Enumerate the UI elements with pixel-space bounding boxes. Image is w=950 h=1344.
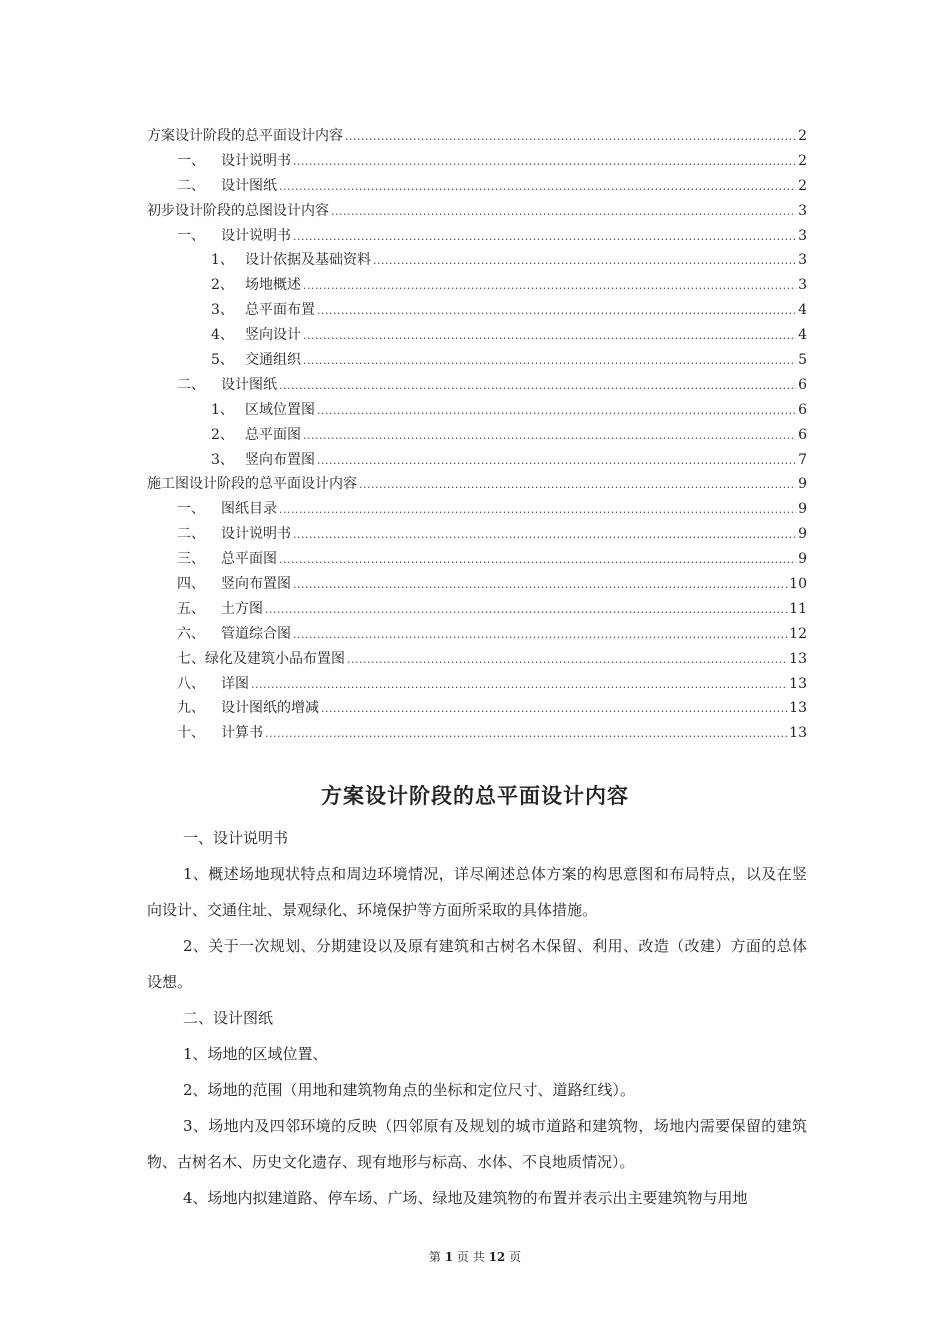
toc-entry[interactable] [147, 323, 807, 348]
toc-leader-dots [279, 548, 796, 573]
toc-entry-page: 2 [798, 177, 807, 194]
body-paragraph: 4、场地内拟建道路、停车场、广场、绿地及建筑物的布置并表示出主要建筑物与用地 [183, 1189, 748, 1207]
toc-entry-page: 12 [789, 625, 807, 642]
toc-entry-number: 六、 [177, 625, 205, 642]
toc-entry[interactable] [147, 373, 807, 398]
toc-entry-page: 3 [798, 277, 807, 294]
toc-entry-page: 6 [798, 426, 807, 443]
toc-leader-dots [321, 697, 787, 722]
toc-entry-number: 二、 [177, 177, 205, 194]
toc-leader-dots [359, 473, 796, 498]
footer-current-page: 1 [444, 1250, 454, 1264]
page-footer [0, 1248, 950, 1265]
toc-entry[interactable] [147, 472, 807, 497]
toc-entry[interactable] [147, 248, 807, 273]
toc-entry[interactable] [147, 547, 807, 572]
toc-entry[interactable] [147, 622, 807, 647]
toc-entry-number: 一、 [177, 152, 205, 169]
toc-entry-number: 五、 [177, 600, 205, 617]
toc-entry-number: 十、 [177, 725, 205, 742]
body-paragraph: 3、场地内及四邻环境的反映（四邻原有及规划的城市道路和建筑物，场地内需要保留的建筑物、古树名木、历史文化遗存、现有地形与标高、水体、不良地质情况）。 [147, 1117, 807, 1171]
toc-leader-dots [331, 200, 796, 225]
toc-entry-page: 3 [798, 252, 807, 269]
toc-entry-number: 二、 [177, 526, 205, 543]
footer-prefix: 第 [428, 1250, 441, 1264]
toc-entry-title: 区域位置图 [245, 401, 315, 418]
toc-entry-page: 3 [798, 227, 807, 244]
toc-entry[interactable] [147, 522, 807, 547]
body-paragraph: 1、概述场地现状特点和周边环境情况，详尽阐述总体方案的构思意图和布局特点，以及在竖向设计、交通住址、景观绿化、环境保护等方面所采取的具体措施。 [147, 865, 807, 919]
toc-leader-dots [373, 249, 796, 274]
toc-entry-title: 设计说明书 [221, 227, 291, 244]
toc-entry-page: 9 [798, 476, 807, 493]
toc-entry[interactable] [147, 423, 807, 448]
toc-entry-title: 设计图纸的增减 [221, 700, 319, 717]
toc-leader-dots [347, 648, 787, 673]
toc-entry-number: 九、 [177, 700, 205, 717]
toc-entry-page: 6 [798, 401, 807, 418]
toc-entry[interactable] [147, 149, 807, 174]
toc-entry-number: 四、 [177, 576, 205, 593]
toc-entry-number: 4、 [211, 327, 234, 344]
toc-leader-dots [303, 349, 796, 374]
toc-leader-dots [317, 449, 796, 474]
table-of-contents [147, 124, 807, 746]
toc-entry-title: 计算书 [221, 725, 263, 742]
toc-entry-number: 1、 [211, 252, 234, 269]
body-text [147, 820, 807, 1216]
body-paragraph: 1、场地的区域位置、 [183, 1045, 328, 1063]
toc-entry[interactable] [147, 224, 807, 249]
toc-entry[interactable] [147, 696, 807, 721]
toc-entry[interactable] [147, 174, 807, 199]
toc-entry-title: 总平面布置 [245, 302, 315, 319]
toc-entry-page: 11 [789, 600, 807, 617]
toc-entry-page: 9 [798, 551, 807, 568]
toc-entry-title: 场地概述 [245, 277, 301, 294]
toc-leader-dots [279, 374, 796, 399]
toc-entry[interactable] [147, 199, 807, 224]
body-paragraph: 二、设计图纸 [183, 1009, 274, 1027]
toc-leader-dots [293, 225, 796, 250]
toc-entry[interactable] [147, 298, 807, 323]
toc-entry-title: 竖向布置图 [245, 451, 315, 468]
toc-leader-dots [251, 673, 787, 698]
toc-entry-page: 9 [798, 501, 807, 518]
toc-entry-title: 设计说明书 [221, 152, 291, 169]
toc-entry[interactable] [147, 273, 807, 298]
toc-entry-number: 3、 [211, 451, 234, 468]
toc-leader-dots [317, 299, 796, 324]
toc-entry[interactable] [147, 348, 807, 373]
toc-entry-number: 2、 [211, 426, 234, 443]
toc-entry-page: 13 [789, 725, 807, 742]
toc-entry-title: 设计图纸 [221, 376, 277, 393]
toc-entry-page: 2 [798, 128, 807, 144]
toc-entry[interactable] [147, 597, 807, 622]
toc-entry-page: 4 [798, 302, 807, 319]
document-title: 方案设计阶段的总平面设计内容 [321, 783, 629, 808]
toc-leader-dots [293, 573, 787, 598]
toc-entry-title: 方案设计阶段的总平面设计内容 [147, 128, 343, 144]
toc-leader-dots [317, 399, 796, 424]
toc-entry-number: 一、 [177, 501, 205, 518]
toc-entry-title: 总平面图 [245, 426, 301, 443]
body-paragraph: 2、场地的范围（用地和建筑物角点的坐标和定位尺寸、道路红线）。 [183, 1081, 636, 1099]
toc-entry-number: 5、 [211, 352, 234, 369]
toc-entry-number: 2、 [211, 277, 234, 294]
toc-entry-title: 设计图纸 [221, 177, 277, 194]
toc-entry[interactable] [147, 124, 807, 149]
toc-entry-number: 3、 [211, 302, 234, 319]
toc-entry-page: 3 [798, 202, 807, 219]
toc-leader-dots [345, 125, 796, 150]
toc-entry-title: 施工图设计阶段的总平面设计内容 [147, 476, 357, 493]
toc-entry-title: 七、绿化及建筑小品布置图 [177, 650, 345, 667]
footer-total-pages: 12 [488, 1250, 506, 1264]
toc-leader-dots [293, 623, 787, 648]
toc-entry-title: 设计依据及基础资料 [245, 252, 371, 269]
toc-entry[interactable] [147, 672, 807, 697]
toc-entry-page: 7 [798, 451, 807, 468]
toc-entry[interactable] [147, 497, 807, 522]
toc-entry-page: 13 [789, 675, 807, 692]
toc-entry-title: 初步设计阶段的总图设计内容 [147, 202, 329, 219]
toc-leader-dots [279, 498, 796, 523]
toc-entry-title: 详图 [221, 675, 249, 692]
toc-entry-title: 设计说明书 [221, 526, 291, 543]
toc-leader-dots [293, 150, 796, 175]
footer-suffix: 页 [509, 1250, 522, 1264]
toc-entry-title: 竖向布置图 [221, 576, 291, 593]
toc-entry-number: 二、 [177, 376, 205, 393]
toc-entry-number: 一、 [177, 227, 205, 244]
toc-entry-page: 5 [798, 352, 807, 369]
toc-entry[interactable] [147, 572, 807, 597]
toc-leader-dots [303, 424, 796, 449]
toc-entry-number: 三、 [177, 551, 205, 568]
toc-entry[interactable] [147, 398, 807, 423]
toc-entry[interactable] [147, 721, 807, 746]
footer-middle: 页 共 [456, 1250, 485, 1264]
toc-entry[interactable] [147, 647, 807, 672]
toc-entry-title: 竖向设计 [245, 327, 301, 344]
toc-entry-page: 10 [789, 576, 807, 593]
toc-entry-number: 八、 [177, 675, 205, 692]
toc-entry-title: 交通组织 [245, 352, 301, 369]
toc-entry-page: 2 [798, 152, 807, 169]
body-paragraph: 2、关于一次规划、分期建设以及原有建筑和古树名木保留、利用、改造（改建）方面的总体设想。 [147, 937, 807, 991]
toc-leader-dots [265, 598, 787, 623]
toc-entry-page: 13 [789, 650, 807, 667]
toc-entry-title: 管道综合图 [221, 625, 291, 642]
toc-leader-dots [303, 324, 796, 349]
body-paragraph: 一、设计说明书 [183, 829, 289, 847]
toc-entry-page: 6 [798, 376, 807, 393]
toc-leader-dots [279, 175, 796, 200]
toc-entry[interactable] [147, 448, 807, 473]
toc-entry-title: 土方图 [221, 600, 263, 617]
toc-entry-title: 总平面图 [221, 551, 277, 568]
toc-entry-title: 图纸目录 [221, 501, 277, 518]
toc-entry-page: 4 [798, 327, 807, 344]
toc-leader-dots [303, 274, 796, 299]
toc-leader-dots [293, 523, 796, 548]
toc-entry-number: 1、 [211, 401, 234, 418]
toc-entry-page: 13 [789, 700, 807, 717]
toc-entry-page: 9 [798, 526, 807, 543]
toc-leader-dots [265, 722, 787, 747]
